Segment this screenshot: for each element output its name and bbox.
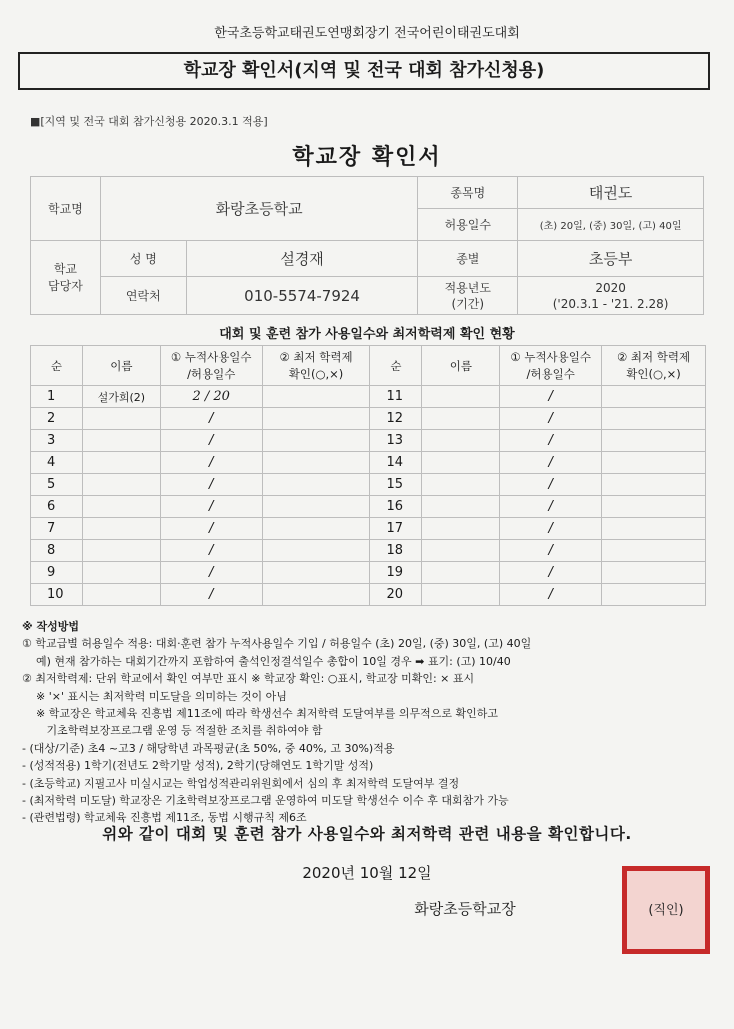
row-name — [422, 386, 500, 408]
row-number: 12 — [370, 408, 422, 430]
row-days: / — [160, 452, 262, 474]
row-name — [82, 562, 160, 584]
row-number: 6 — [31, 496, 83, 518]
instruction-line: - (초등학교) 지필고사 미실시교는 학업성적관리위원회에서 심의 후 최저학력 도달여부 결정 — [22, 776, 460, 790]
row-min-check — [262, 386, 370, 408]
page-title: 학교장 확인서 — [292, 145, 442, 170]
row-number: 20 — [370, 584, 422, 606]
row-name — [82, 518, 160, 540]
row-min-check — [602, 540, 706, 562]
apply-year-label: 적용년도 (기간) — [418, 277, 518, 315]
table-row — [31, 474, 706, 496]
instruction-line: - (관련법령) 학교체육 진흥법 제11조, 동법 시행규칙 제6조 — [22, 811, 307, 825]
row-name — [82, 430, 160, 452]
row-name — [82, 408, 160, 430]
table-row — [31, 584, 706, 606]
row-number: 2 — [31, 408, 83, 430]
instructions-title: ※ 작성방법 — [22, 620, 80, 633]
row-name — [82, 540, 160, 562]
row-number: 5 — [31, 474, 83, 496]
header-min: ② 최저 학력제 확인(○,×) — [602, 346, 706, 386]
row-days: / — [160, 540, 262, 562]
row-name — [422, 408, 500, 430]
row-days: / — [500, 496, 602, 518]
row-name — [422, 540, 500, 562]
row-days: / — [500, 562, 602, 584]
row-number: 13 — [370, 430, 422, 452]
row-number: 3 — [31, 430, 83, 452]
table-row — [31, 452, 706, 474]
category-label: 종별 — [418, 241, 518, 277]
header-name: 이름 — [422, 346, 500, 386]
table-row — [31, 408, 706, 430]
allow-days-value: (초) 20일, (중) 30일, (고) 40일 — [518, 209, 704, 241]
name-label: 성 명 — [100, 241, 186, 277]
row-number: 4 — [31, 452, 83, 474]
row-days: / — [500, 386, 602, 408]
seal-text: (직인) — [648, 903, 684, 918]
contact-label: 연락처 — [100, 277, 186, 315]
header-name: 이름 — [82, 346, 160, 386]
contact-value: 010-5574-7924 — [186, 277, 418, 315]
row-number: 10 — [31, 584, 83, 606]
row-name — [422, 562, 500, 584]
row-number: 16 — [370, 496, 422, 518]
table-row — [31, 430, 706, 452]
row-name — [422, 518, 500, 540]
row-min-check — [262, 430, 370, 452]
row-number: 9 — [31, 562, 83, 584]
row-days: / — [160, 562, 262, 584]
row-min-check — [602, 496, 706, 518]
row-min-check — [602, 518, 706, 540]
instruction-line: - (최저학력 미도달) 학교장은 기초학력보장프로그램 운영하여 미도달 학생선수 이수 후 대회참가 가능 — [22, 794, 509, 808]
row-days: / — [500, 430, 602, 452]
row-min-check — [602, 452, 706, 474]
row-min-check — [602, 430, 706, 452]
apply-year-cell — [518, 277, 704, 315]
row-days: / — [500, 518, 602, 540]
status-table — [30, 345, 706, 606]
header-no: 순 — [370, 346, 422, 386]
row-min-check — [262, 452, 370, 474]
row-min-check — [262, 408, 370, 430]
school-info-table — [30, 176, 704, 315]
row-number: 15 — [370, 474, 422, 496]
header-min: ② 최저 학력제 확인(○,×) — [262, 346, 370, 386]
apply-year-value: 2020 — [595, 280, 626, 295]
row-name — [422, 474, 500, 496]
header-days: ① 누적사용일수 /허용일수 — [160, 346, 262, 386]
allow-days-label: 허용일수 — [418, 209, 518, 241]
official-seal-stamp — [622, 866, 710, 954]
row-number: 17 — [370, 518, 422, 540]
row-number: 19 — [370, 562, 422, 584]
row-name — [82, 474, 160, 496]
row-days: 2 / 20 — [160, 386, 262, 408]
row-min-check — [262, 540, 370, 562]
table-row — [31, 540, 706, 562]
row-min-check — [602, 562, 706, 584]
instruction-line: 예) 현재 참가하는 대회기간까지 포함하여 출석인정결석일수 총합이 10일 경우 ➡ 표기: (고) 10/40 — [22, 654, 511, 668]
confirmation-text: 위와 같이 대회 및 훈련 참가 사용일수와 최저학력 관련 내용을 확인합니다. — [102, 825, 632, 843]
row-name — [422, 452, 500, 474]
row-min-check — [262, 474, 370, 496]
row-name — [422, 430, 500, 452]
row-days: / — [160, 430, 262, 452]
table-row — [31, 518, 706, 540]
header-no: 순 — [31, 346, 83, 386]
instruction-line: ② 최저학력제: 단위 학교에서 확인 여부만 표시 ※ 학교장 확인: ○표시, 학교장 미확인: × 표시 — [22, 672, 475, 686]
instruction-line: - (성적적용) 1학기(전년도 2학기말 성적), 2학기(당해연도 1학기말 성적) — [22, 759, 374, 773]
apply-period-value: ('20.3.1 - '21. 2.28) — [552, 296, 669, 311]
table-row — [31, 496, 706, 518]
school-label: 학교명 — [31, 177, 101, 241]
name-value: 설경재 — [186, 241, 418, 277]
row-name: 설가희(2) — [82, 386, 160, 408]
row-min-check — [602, 474, 706, 496]
row-days: / — [500, 452, 602, 474]
row-number: 11 — [370, 386, 422, 408]
event-value: 태권도 — [518, 177, 704, 209]
row-name — [422, 496, 500, 518]
row-min-check — [602, 386, 706, 408]
instruction-line: - (대상/기준) 초4 ~고3 / 해당학년 과목평균(초 50%, 중 40%, 고 30%)적용 — [22, 741, 395, 755]
row-days: / — [500, 540, 602, 562]
row-days: / — [160, 408, 262, 430]
category-value: 초등부 — [518, 241, 704, 277]
row-days: / — [500, 474, 602, 496]
instruction-line: ※ 학교장은 학교체육 진흥법 제11조에 따라 학생선수 최저학력 도달여부를 의무적으로 확인하고 — [22, 707, 498, 721]
row-min-check — [602, 584, 706, 606]
header-days: ① 누적사용일수 /허용일수 — [500, 346, 602, 386]
section-title: 대회 및 훈련 참가 사용일수와 최저학력제 확인 현황 — [219, 327, 515, 342]
row-days: / — [160, 584, 262, 606]
row-number: 8 — [31, 540, 83, 562]
row-name — [82, 496, 160, 518]
row-name — [82, 584, 160, 606]
instruction-line: 기초학력보장프로그램 운영 등 적절한 조치를 취하여야 함 — [22, 724, 323, 738]
instruction-line: ① 학교급별 허용일수 적용: 대회·훈련 참가 누적사용일수 기입 / 허용일수 (초) 20일, (중) 30일, (고) 40일 — [22, 637, 532, 651]
row-min-check — [262, 518, 370, 540]
row-days: / — [160, 474, 262, 496]
table-row — [31, 562, 706, 584]
table-row — [31, 386, 706, 408]
document-banner: 학교장 확인서(지역 및 전국 대회 참가신청용) — [18, 52, 710, 90]
school-value: 화랑초등학교 — [100, 177, 418, 241]
event-name: 한국초등학교태권도연맹회장기 전국어린이태권도대회 — [214, 26, 520, 41]
instructions — [22, 618, 712, 827]
row-number: 7 — [31, 518, 83, 540]
row-number: 14 — [370, 452, 422, 474]
issue-date: 2020년 10월 12일 — [302, 864, 432, 882]
row-days: / — [500, 584, 602, 606]
application-note: ■[지역 및 전국 대회 참가신청용 2020.3.1 적용] — [30, 115, 268, 128]
row-name — [422, 584, 500, 606]
principal-name: 화랑초등학교장 — [414, 900, 516, 918]
row-min-check — [602, 408, 706, 430]
row-days: / — [500, 408, 602, 430]
row-name — [82, 452, 160, 474]
event-label: 종목명 — [418, 177, 518, 209]
row-min-check — [262, 584, 370, 606]
row-min-check — [262, 496, 370, 518]
row-days: / — [160, 496, 262, 518]
row-number: 18 — [370, 540, 422, 562]
row-days: / — [160, 518, 262, 540]
manager-label: 학교 담당자 — [31, 241, 101, 315]
row-number: 1 — [31, 386, 83, 408]
row-min-check — [262, 562, 370, 584]
instruction-line: ※ '×' 표시는 최저학력 미도달을 의미하는 것이 아님 — [22, 689, 287, 703]
